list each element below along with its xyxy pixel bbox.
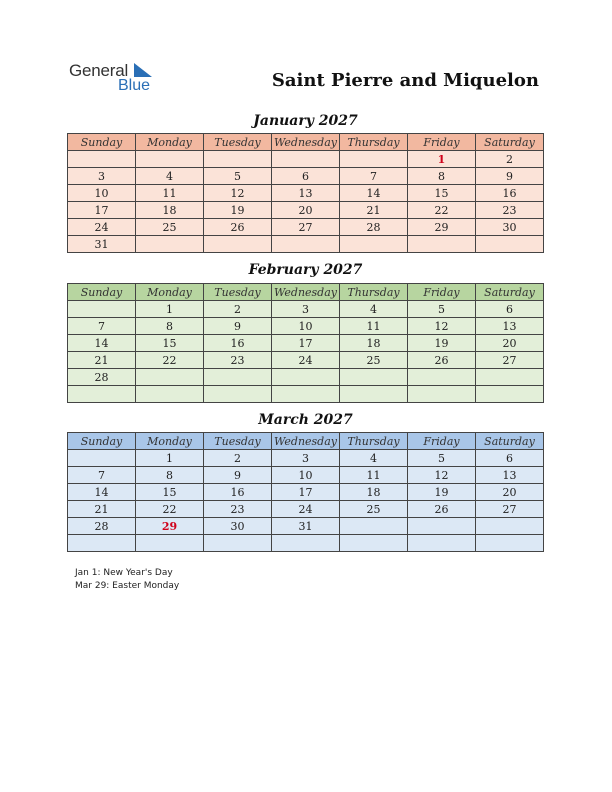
empty-day-cell: [204, 369, 272, 386]
month-title-february: February 2027: [248, 262, 363, 278]
empty-day-cell: [272, 386, 340, 403]
empty-day-cell: [408, 518, 476, 535]
weekday-header: Tuesday: [204, 284, 272, 301]
day-cell: 9: [204, 318, 272, 335]
day-cell: 30: [204, 518, 272, 535]
day-cell: 2: [476, 151, 544, 168]
empty-day-cell: [476, 369, 544, 386]
day-cell: 26: [204, 219, 272, 236]
weekday-header: Saturday: [476, 134, 544, 151]
day-cell: 11: [340, 467, 408, 484]
empty-day-cell: [204, 535, 272, 552]
weekday-header: Thursday: [340, 134, 408, 151]
week-row: [68, 467, 544, 484]
day-cell: 28: [68, 369, 136, 386]
week-row: [68, 501, 544, 518]
weekday-header: Monday: [136, 284, 204, 301]
day-cell: 1: [136, 450, 204, 467]
generalblue-logo: [69, 61, 179, 97]
weekday-header: Friday: [408, 433, 476, 450]
day-cell: 24: [272, 352, 340, 369]
empty-day-cell: [68, 450, 136, 467]
day-cell: 8: [136, 467, 204, 484]
day-cell: 21: [68, 501, 136, 518]
empty-day-cell: [476, 535, 544, 552]
day-cell: 9: [476, 168, 544, 185]
empty-day-cell: [476, 386, 544, 403]
day-cell: 20: [272, 202, 340, 219]
weekday-header: Tuesday: [204, 433, 272, 450]
day-cell: 23: [204, 501, 272, 518]
day-cell: 7: [68, 318, 136, 335]
week-row: [68, 484, 544, 501]
empty-day-cell: [136, 535, 204, 552]
logo-text-general: General: [69, 61, 129, 80]
day-cell: 12: [204, 185, 272, 202]
day-cell: 9: [204, 467, 272, 484]
weekday-header: Sunday: [68, 433, 136, 450]
day-cell: 19: [408, 484, 476, 501]
weekday-header: Tuesday: [204, 134, 272, 151]
day-cell: 17: [68, 202, 136, 219]
day-cell: 26: [408, 352, 476, 369]
empty-day-cell: [68, 535, 136, 552]
day-cell: 14: [340, 185, 408, 202]
weekday-header: Friday: [408, 134, 476, 151]
day-cell: 12: [408, 318, 476, 335]
day-cell: 15: [136, 335, 204, 352]
weekday-header: Saturday: [476, 284, 544, 301]
weekday-header: Wednesday: [272, 284, 340, 301]
day-cell: 27: [476, 501, 544, 518]
day-cell: 7: [68, 467, 136, 484]
empty-day-cell: [340, 151, 408, 168]
day-cell: 8: [408, 168, 476, 185]
holiday-note: Mar 29: Easter Monday: [75, 581, 180, 591]
day-cell: 4: [136, 168, 204, 185]
day-cell: 17: [272, 335, 340, 352]
calendar-march: [67, 432, 544, 552]
day-cell: 6: [476, 450, 544, 467]
week-row: [68, 386, 544, 403]
week-row: [68, 450, 544, 467]
day-cell: 24: [272, 501, 340, 518]
day-cell: 15: [136, 484, 204, 501]
day-cell: 16: [204, 484, 272, 501]
empty-day-cell: [476, 236, 544, 253]
day-cell: 25: [136, 219, 204, 236]
day-cell: 7: [340, 168, 408, 185]
day-cell: 13: [476, 318, 544, 335]
day-cell: 16: [204, 335, 272, 352]
day-cell: 14: [68, 335, 136, 352]
empty-day-cell: [408, 369, 476, 386]
day-cell: 13: [476, 467, 544, 484]
day-cell: 17: [272, 484, 340, 501]
day-cell: 4: [340, 450, 408, 467]
day-cell: 4: [340, 301, 408, 318]
week-row: [68, 301, 544, 318]
empty-day-cell: [136, 369, 204, 386]
empty-day-cell: [68, 386, 136, 403]
month-title-january: January 2027: [253, 113, 358, 129]
day-cell: 31: [272, 518, 340, 535]
empty-day-cell: [408, 386, 476, 403]
week-row: [68, 518, 544, 535]
day-cell: 31: [68, 236, 136, 253]
weekday-header: Wednesday: [272, 433, 340, 450]
week-row: [68, 352, 544, 369]
empty-day-cell: [136, 236, 204, 253]
day-cell: 21: [68, 352, 136, 369]
day-cell: 28: [340, 219, 408, 236]
empty-day-cell: [136, 386, 204, 403]
week-row: [68, 151, 544, 168]
day-cell: 20: [476, 335, 544, 352]
day-cell: 18: [340, 484, 408, 501]
day-cell: 8: [136, 318, 204, 335]
weekday-header: Thursday: [340, 433, 408, 450]
logo-text-blue: Blue: [118, 77, 151, 94]
empty-day-cell: [272, 151, 340, 168]
day-cell: 3: [272, 450, 340, 467]
weekday-header: Monday: [136, 134, 204, 151]
week-row: [68, 369, 544, 386]
day-cell: 19: [408, 335, 476, 352]
day-cell: 11: [340, 318, 408, 335]
day-cell: 1: [136, 301, 204, 318]
week-row: [68, 185, 544, 202]
empty-day-cell: [272, 236, 340, 253]
day-cell: 3: [272, 301, 340, 318]
holiday-day-cell: 1: [408, 151, 476, 168]
empty-day-cell: [340, 535, 408, 552]
day-cell: 25: [340, 501, 408, 518]
day-cell: 12: [408, 467, 476, 484]
day-cell: 27: [272, 219, 340, 236]
day-cell: 18: [340, 335, 408, 352]
day-cell: 27: [476, 352, 544, 369]
weekday-header: Sunday: [68, 134, 136, 151]
weekday-header-row: [68, 284, 544, 301]
empty-day-cell: [68, 151, 136, 168]
empty-day-cell: [68, 301, 136, 318]
day-cell: 26: [408, 501, 476, 518]
calendar-february: [67, 283, 544, 403]
holiday-note: Jan 1: New Year's Day: [75, 568, 173, 578]
empty-day-cell: [204, 151, 272, 168]
empty-day-cell: [136, 151, 204, 168]
weekday-header: Saturday: [476, 433, 544, 450]
day-cell: 14: [68, 484, 136, 501]
day-cell: 24: [68, 219, 136, 236]
day-cell: 10: [272, 318, 340, 335]
empty-day-cell: [272, 369, 340, 386]
day-cell: 23: [476, 202, 544, 219]
empty-day-cell: [204, 236, 272, 253]
week-row: [68, 335, 544, 352]
empty-day-cell: [408, 535, 476, 552]
week-row: [68, 535, 544, 552]
day-cell: 22: [136, 352, 204, 369]
day-cell: 6: [476, 301, 544, 318]
day-cell: 10: [68, 185, 136, 202]
day-cell: 29: [408, 219, 476, 236]
weekday-header: Thursday: [340, 284, 408, 301]
empty-day-cell: [476, 518, 544, 535]
day-cell: 23: [204, 352, 272, 369]
weekday-header-row: [68, 433, 544, 450]
day-cell: 5: [204, 168, 272, 185]
weekday-header: Wednesday: [272, 134, 340, 151]
day-cell: 28: [68, 518, 136, 535]
empty-day-cell: [408, 236, 476, 253]
empty-day-cell: [272, 535, 340, 552]
weekday-header-row: [68, 134, 544, 151]
day-cell: 5: [408, 301, 476, 318]
weekday-header: Sunday: [68, 284, 136, 301]
week-row: [68, 318, 544, 335]
weekday-header: Monday: [136, 433, 204, 450]
day-cell: 6: [272, 168, 340, 185]
empty-day-cell: [340, 386, 408, 403]
day-cell: 15: [408, 185, 476, 202]
day-cell: 22: [408, 202, 476, 219]
month-title-march: March 2027: [258, 412, 353, 428]
day-cell: 30: [476, 219, 544, 236]
day-cell: 22: [136, 501, 204, 518]
empty-day-cell: [340, 518, 408, 535]
country-title: Saint Pierre and Miquelon: [271, 70, 539, 91]
empty-day-cell: [204, 386, 272, 403]
day-cell: 2: [204, 301, 272, 318]
day-cell: 5: [408, 450, 476, 467]
day-cell: 11: [136, 185, 204, 202]
day-cell: 25: [340, 352, 408, 369]
holiday-notes: [75, 567, 179, 593]
week-row: [68, 236, 544, 253]
day-cell: 21: [340, 202, 408, 219]
day-cell: 18: [136, 202, 204, 219]
weekday-header: Friday: [408, 284, 476, 301]
week-row: [68, 202, 544, 219]
day-cell: 3: [68, 168, 136, 185]
empty-day-cell: [340, 236, 408, 253]
day-cell: 10: [272, 467, 340, 484]
holiday-day-cell: 29: [136, 518, 204, 535]
calendar-january: [67, 133, 544, 253]
day-cell: 20: [476, 484, 544, 501]
day-cell: 19: [204, 202, 272, 219]
day-cell: 2: [204, 450, 272, 467]
day-cell: 13: [272, 185, 340, 202]
flag-icon: [134, 63, 152, 77]
day-cell: 16: [476, 185, 544, 202]
week-row: [68, 168, 544, 185]
week-row: [68, 219, 544, 236]
empty-day-cell: [340, 369, 408, 386]
